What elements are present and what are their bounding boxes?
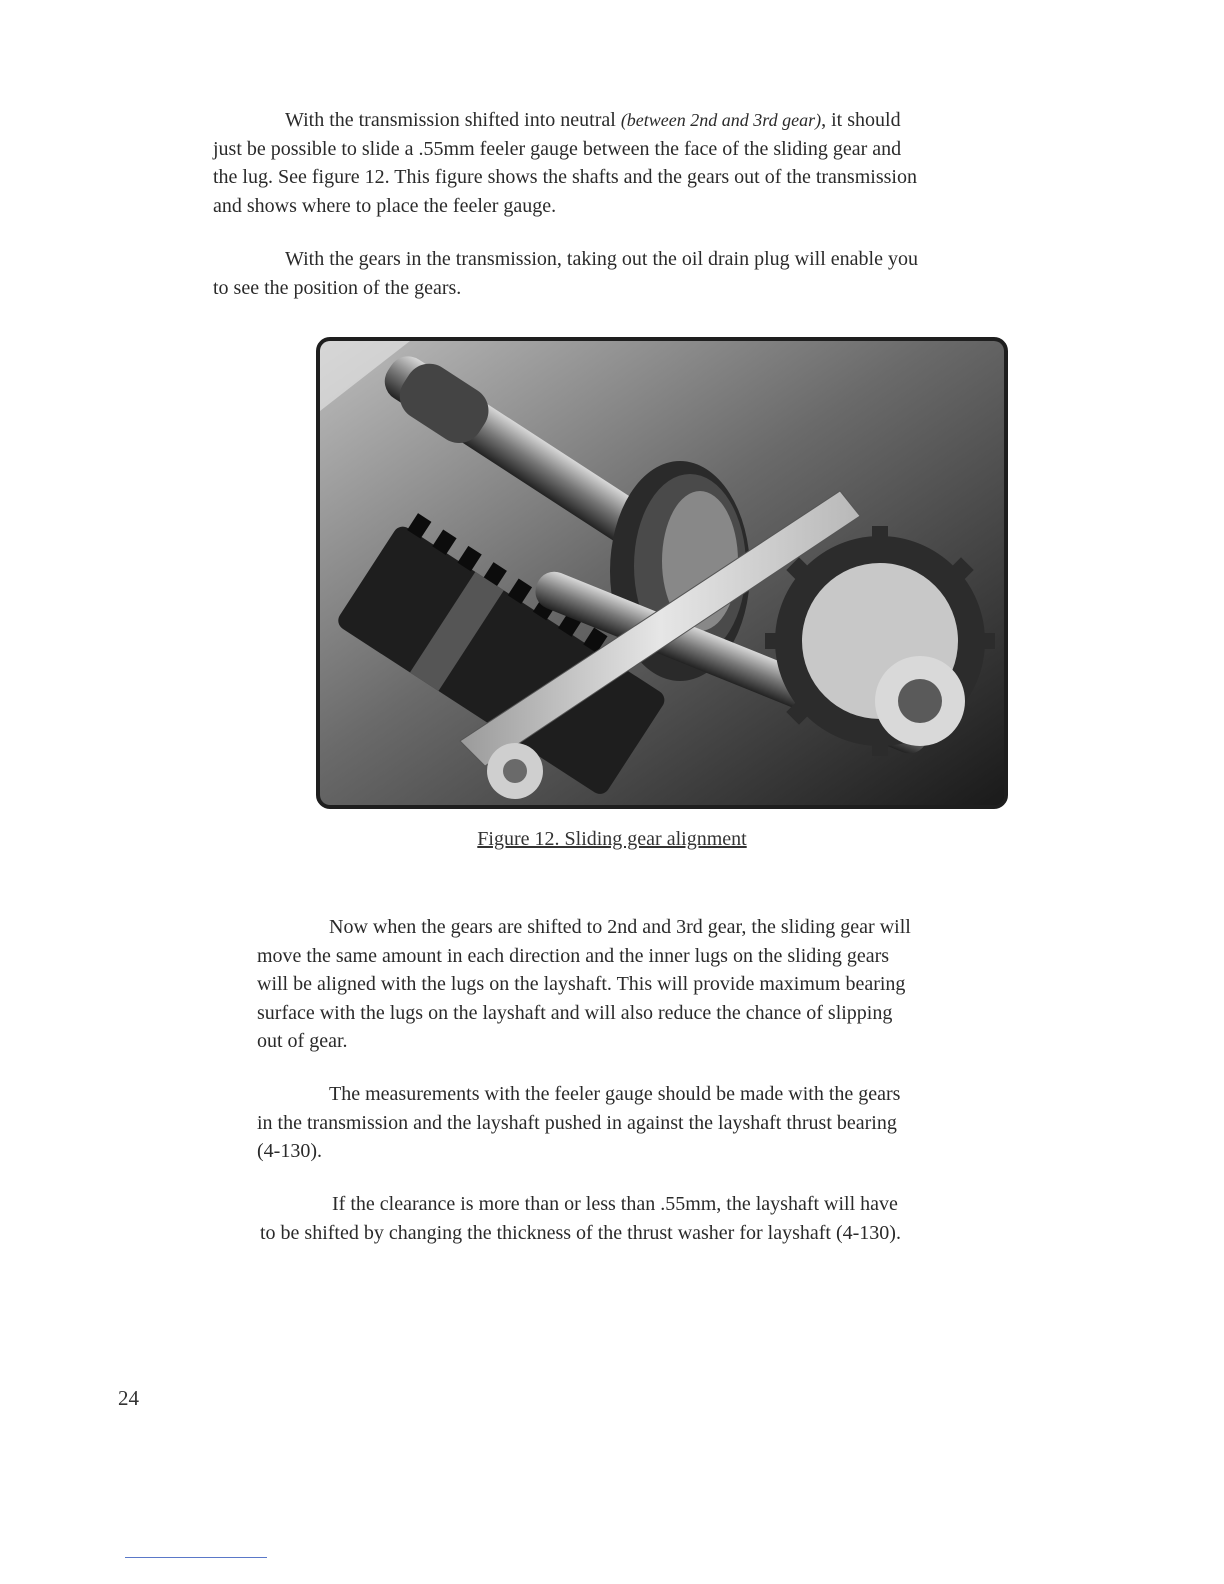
paragraph-clearance: If the clearance is more than or less than .55mm, the layshaft will have to be shifted by changing the thickness of the thrust washer for layshaft (4-130).	[260, 1193, 901, 1244]
figure-photo-gears	[316, 337, 1008, 809]
paragraph-measurement: The measurements with the feeler gauge should be made with the gears in the transmission and the layshaft pushed in against the layshaft thrust bearing (4-130).	[257, 1083, 901, 1162]
paragraph-neutral-position: With the transmission shifted into neutral (between 2nd and 3rd gear), it should just be possible to slide a .55mm feeler gauge between the face of the sliding gear and the lug. See figure 12. This figure shows the shafts and the gears out of the transmission and shows where to place the feeler gauge.	[213, 109, 917, 217]
paragraph-shift-alignment: Now when the gears are shifted to 2nd and 3rd gear, the sliding gear will move the same amount in each direction and the inner lugs on the sliding gears will be aligned with the lugs on the layshaft. This will provide maximum bearing surface with the lugs on the layshaft and will also reduce the chance of slipping out of gear.	[257, 916, 911, 1052]
figure-caption: Figure 12. Sliding gear alignment	[477, 828, 747, 850]
page-number: 24	[118, 1386, 139, 1410]
paragraph-drain-plug: With the gears in the transmission, taking out the oil drain plug will enable you to see the position of the gears.	[213, 248, 918, 299]
gear-photo-illustration	[320, 341, 1004, 805]
footnote-divider	[125, 1557, 267, 1558]
